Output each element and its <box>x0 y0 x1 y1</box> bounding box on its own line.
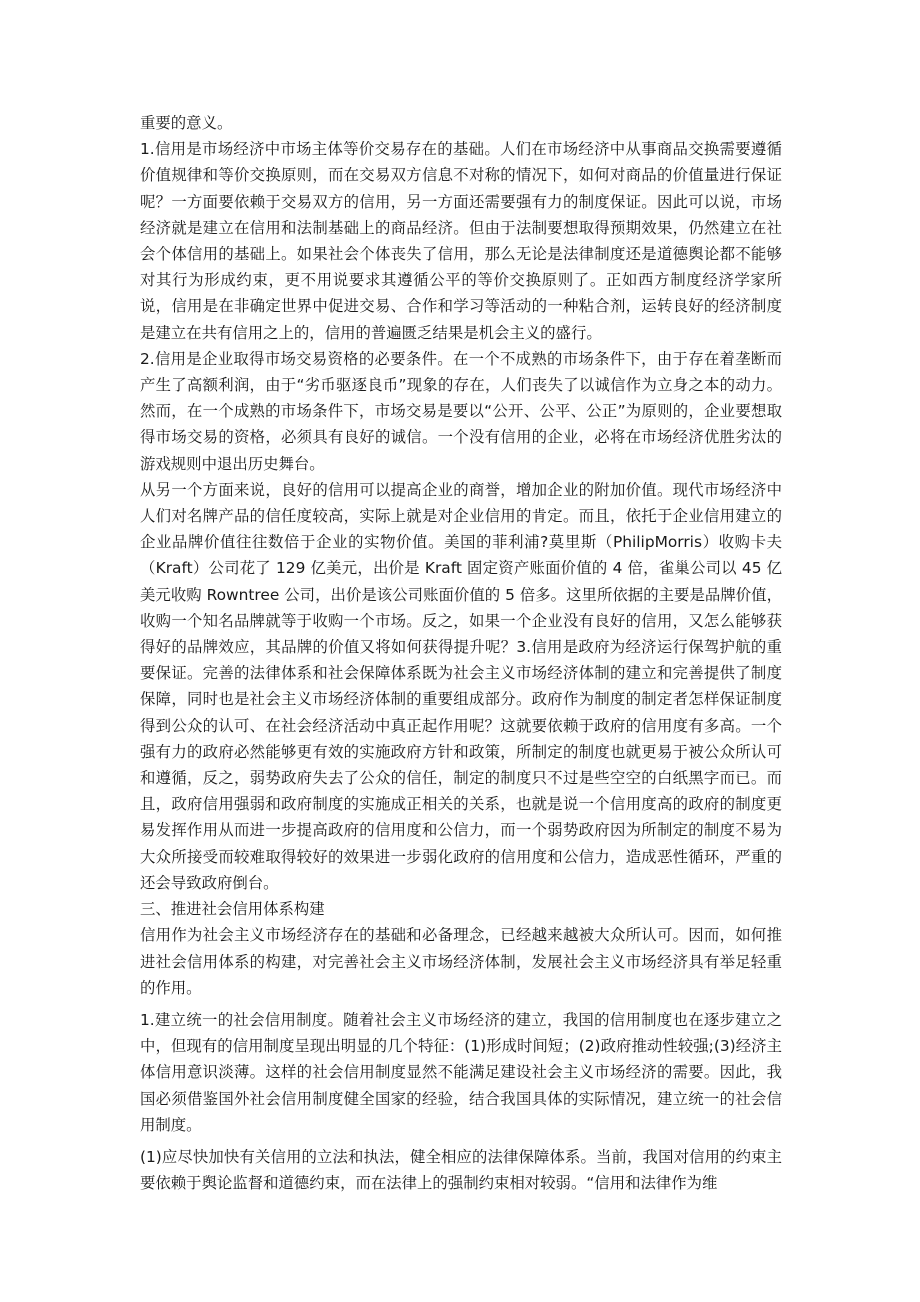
section-heading-3: 三、推进社会信用体系构建 <box>140 900 325 919</box>
paragraph-section-3-point-1: 1.建立统一的社会信用制度。随着社会主义市场经济的建立，我国的信用制度也在逐步建立之中，但现有的信用制度呈现出明显的几个特征：(1)形成时间短；(2)政府推动性较强;(3)经济主体信用意识淡薄。这样的社会信用制度显然不能满足建设社会主义市场经济的需要。因此，我国必须借鉴国外社会信用制度健全国家的经验，结合我国具体的实际情况，建立统一的社会信用制度。 <box>140 1010 782 1134</box>
paragraph-brand-value: 从另一个方面来说，良好的信用可以提高企业的商誉，增加企业的附加价值。现代市场经济中人们对名牌产品的信任度较高，实际上就是对企业信用的肯定。而且，依托于企业信用建立的企业品牌价值往往数倍于企业的实物价值。美国的菲利浦?莫里斯（PhilipMorris）收购卡夫（Kraft）公司花了 129 亿美元，出价是 Kraft 固定资产账面价值的 4 倍，雀巢公司以 45 亿美元收购 Rowntree 公司，出价是该公司账面价值的 5 倍多。这里所依据的主要是品牌价值，收购一个知名品牌就等于收购一个市场。反之，如果一个企业没有良好的信用，又怎么能够获得好的品牌效应，其品牌的价值又将如何获得提升呢？3.信用是政府为经济运行保驾护航的重要保证。完善的法律体系和社会保障体系既为社会主义市场经济体制的建立和完善提供了制度保障，同时也是社会主义市场经济体制的重要组成部分。政府作为制度的制定者怎样保证制度得到公众的认可、在社会经济活动中真正起作用呢？这就要依赖于政府的信用度有多高。一个强有力的政府必然能够更有效的实施政府方针和政策，所制定的制度也就更易于被公众所认可和遵循，反之，弱势政府失去了公众的信任，制定的制度只不过是些空空的白纸黑字而已。而且，政府信用强弱和政府制度的实施成正相关的关系，也就是说一个信用度高的政府的制度更易发挥作用从而进一步提高政府的信用度和公信力，而一个弱势政府因为所制定的制度不易为大众所接受而较难取得较好的效果进一步弱化政府的信用度和公信力，造成恶性循环，严重的还会导致政府倒台。 <box>140 480 782 892</box>
document-body <box>140 110 782 1196</box>
paragraph-point-2: 2.信用是企业取得市场交易资格的必要条件。在一个不成熟的市场条件下，由于存在着垄断而产生了高额利润，由于“劣币驱逐良币”现象的存在，人们丧失了以诚信作为立身之本的动力。然而，在一个成熟的市场条件下，市场交易是要以“公开、公平、公正”为原则的，企业要想取得市场交易的资格，必须具有良好的诚信。一个没有信用的企业，必将在市场经济优胜劣汰的游戏规则中退出历史舞台。 <box>140 349 782 473</box>
paragraph-intro-tail: 重要的意义。 <box>140 114 233 132</box>
paragraph-section-3-point-1-1: (1)应尽快加快有关信用的立法和执法，健全相应的法律保障体系。当前，我国对信用的约束主要依赖于舆论监督和道德约束，而在法律上的强制约束相对较弱。“信用和法律作为维 <box>140 1147 782 1193</box>
paragraph-point-1: 1.信用是市场经济中市场主体等价交易存在的基础。人们在市场经济中从事商品交换需要遵循价值规律和等价交换原则，而在交易双方信息不对称的情况下，如何对商品的价值量进行保证呢？一方面要依赖于交易双方的信用，另一方面还需要强有力的制度保证。因此可以说，市场经济就是建立在信用和法制基础上的商品经济。但由于法制要想取得预期效果，仍然建立在社会个体信用的基础上。如果社会个体丧失了信用，那么无论是法律制度还是道德舆论都不能够对其行为形成约束，更不用说要求其遵循公平的等价交换原则了。正如西方制度经济学家所说，信用是在非确定世界中促进交易、合作和学习等活动的一种粘合剂，运转良好的经济制度是建立在共有信用之上的，信用的普遍匮乏结果是机会主义的盛行。 <box>140 140 782 342</box>
paragraph-section-3-intro: 信用作为社会主义市场经济存在的基础和必备理念，已经越来越被大众所认可。因而，如何推进社会信用体系的构建，对完善社会主义市场经济体制，发展社会主义市场经济具有举足轻重的作用。 <box>140 926 782 997</box>
